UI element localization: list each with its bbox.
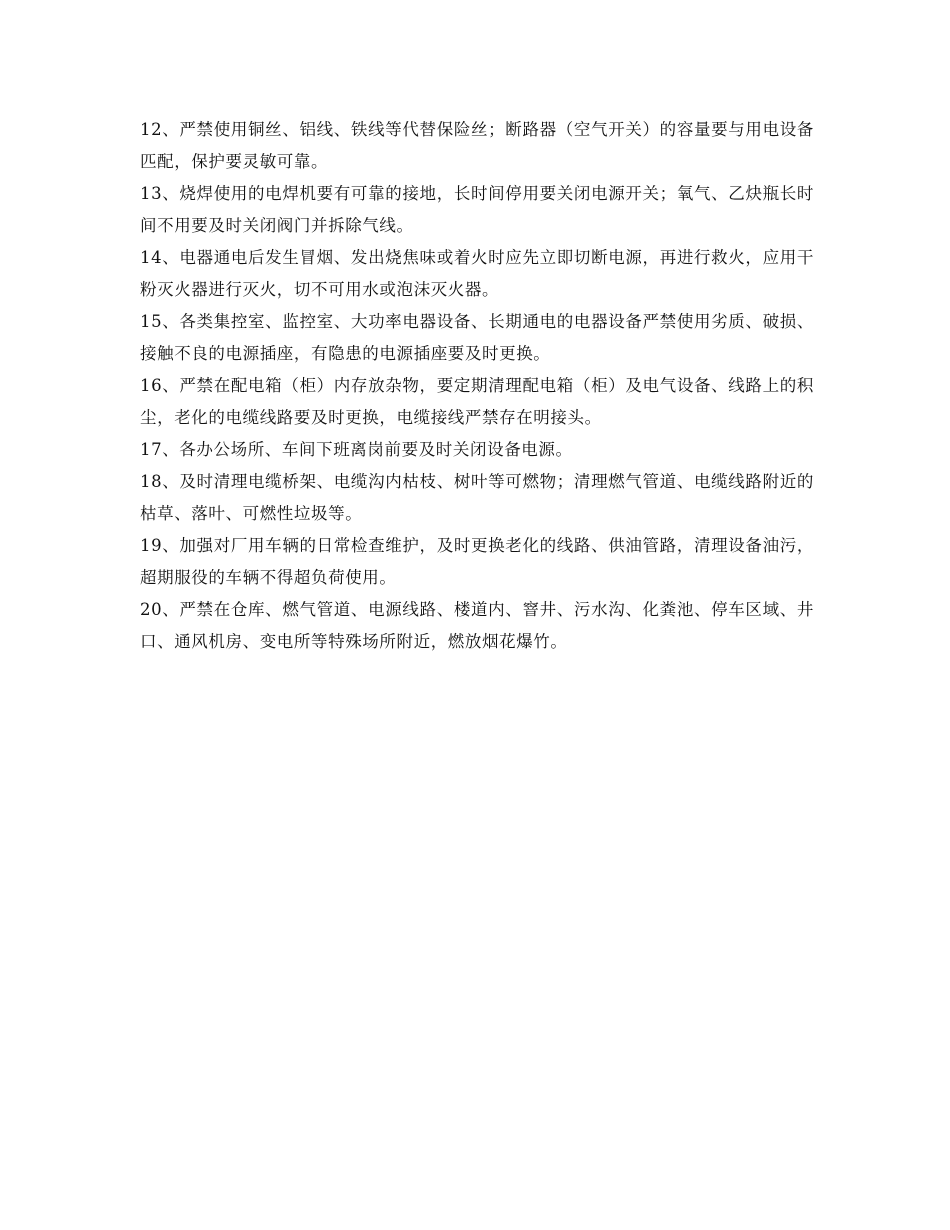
list-item: 17、各办公场所、车间下班离岗前要及时关闭设备电源。 xyxy=(140,440,573,459)
list-item: 16、严禁在配电箱（柜）内存放杂物，要定期清理配电箱（柜）及电气设备、线路上的积尘，老化的电缆线路要及时更换，电缆接线严禁存在明接头。 xyxy=(140,376,814,427)
list-item: 18、及时清理电缆桥架、电缆沟内枯枝、树叶等可燃物；清理燃气管道、电缆线路附近的枯草、落叶、可燃性垃圾等。 xyxy=(140,472,814,523)
list-item: 15、各类集控室、监控室、大功率电器设备、长期通电的电器设备严禁使用劣质、破损、接触不良的电源插座，有隐患的电源插座要及时更换。 xyxy=(140,312,814,363)
list-item: 12、严禁使用铜丝、铝线、铁线等代替保险丝；断路器（空气开关）的容量要与用电设备匹配，保护要灵敏可靠。 xyxy=(140,120,814,171)
list-item: 13、烧焊使用的电焊机要有可靠的接地，长时间停用要关闭电源开关；氧气、乙炔瓶长时间不用要及时关闭阀门并拆除气线。 xyxy=(140,184,814,235)
document-body xyxy=(140,114,814,658)
list-item: 20、严禁在仓库、燃气管道、电源线路、楼道内、窨井、污水沟、化粪池、停车区域、井口、通风机房、变电所等特殊场所附近，燃放烟花爆竹。 xyxy=(140,600,814,651)
list-item: 14、电器通电后发生冒烟、发出烧焦味或着火时应先立即切断电源，再进行救火，应用干粉灭火器进行灭火，切不可用水或泡沫灭火器。 xyxy=(140,248,814,299)
list-item: 19、加强对厂用车辆的日常检查维护，及时更换老化的线路、供油管路，清理设备油污，超期服役的车辆不得超负荷使用。 xyxy=(140,536,814,587)
